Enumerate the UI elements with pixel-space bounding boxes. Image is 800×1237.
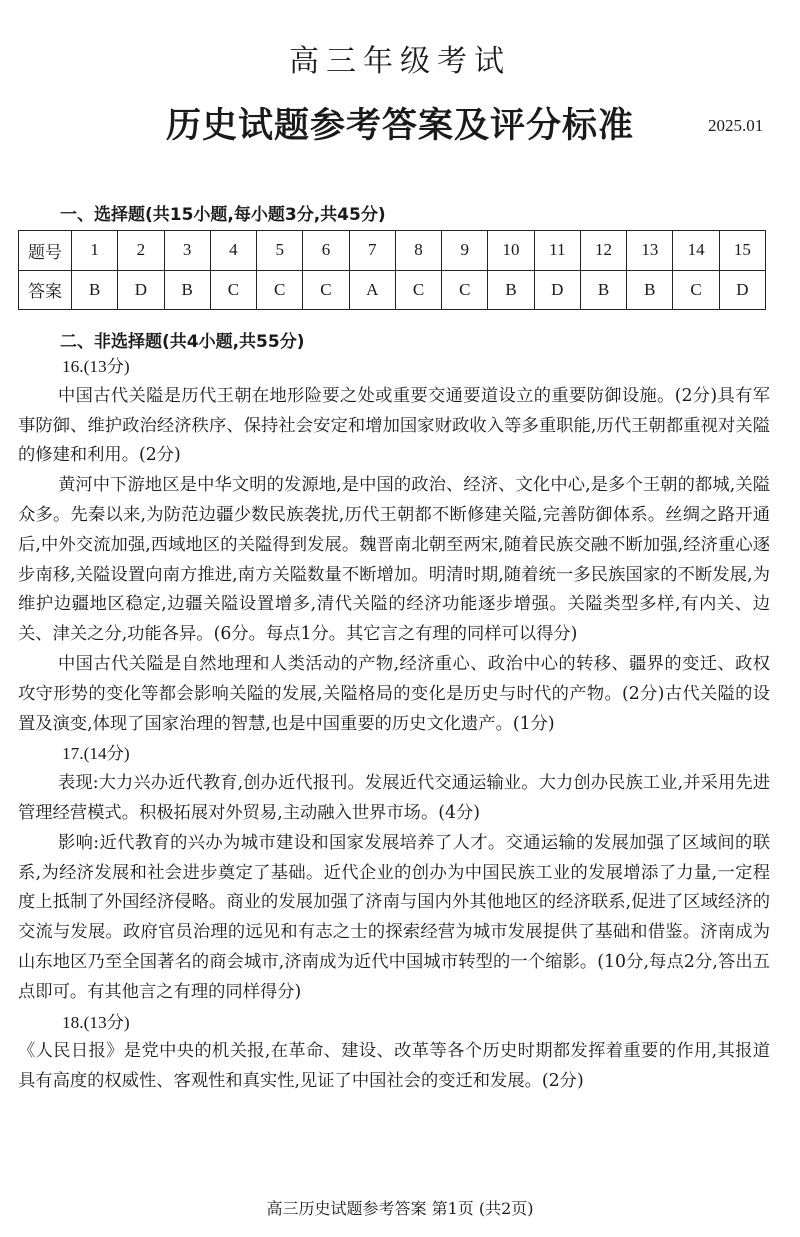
- answer-cell: B: [580, 270, 626, 310]
- answer-cell: B: [488, 270, 534, 310]
- question-number-cell: 14: [673, 231, 719, 271]
- page-footer: 高三历史试题参考答案 第1页 (共2页): [266, 1199, 534, 1218]
- question-number-cell: 4: [210, 231, 256, 271]
- question-number-cell: 1: [72, 231, 118, 271]
- answer-cell: D: [534, 270, 580, 310]
- question-number-cell: 11: [534, 231, 580, 271]
- row-label-answer: 答案: [19, 270, 72, 310]
- question-number-cell: 6: [303, 231, 349, 271]
- answer-cell: D: [118, 270, 164, 310]
- section1-heading: 一、选择题(共15小题,每小题3分,共45分): [60, 205, 386, 225]
- question-number-cell: 9: [442, 231, 488, 271]
- answer-cell: B: [72, 270, 118, 310]
- answer-row: [19, 270, 766, 310]
- answer-cell: B: [627, 270, 673, 310]
- question-number-cell: 7: [349, 231, 395, 271]
- question-18-paragraph-1: 《人民日报》是党中央的机关报,在革命、建设、改革等各个历史时期都发挥着重要的作用,其报道具有高度的权威性、客观性和真实性,见证了中国社会的变迁和发展。(2分): [18, 1041, 770, 1092]
- question-16-number: 16.(13分): [62, 357, 130, 376]
- question-number-row: [19, 231, 766, 271]
- question-number-cell: 15: [719, 231, 765, 271]
- answer-cell: C: [442, 270, 488, 310]
- answer-cell: C: [210, 270, 256, 310]
- question-16-paragraph-3: 中国古代关隘是自然地理和人类活动的产物,经济重心、政治中心的转移、疆界的变迁、政权攻守形势的变化等都会影响关隘的发展,关隘格局的变化是历史与时代的产物。(2分)古代关隘的设置及演变,体现了国家治理的智慧,也是中国重要的历史文化遗产。(1分): [18, 653, 770, 734]
- question-17-number: 17.(14分): [62, 744, 130, 764]
- question-number-cell: 8: [395, 231, 441, 271]
- answer-cell: D: [719, 270, 765, 310]
- question-18-number: 18.(13分): [62, 1012, 130, 1032]
- question-17-paragraph-2: 影响:近代教育的兴办为城市建设和国家发展培养了人才。交通运输的发展加强了区域间的联系,为经济发展和社会进步奠定了基础。近代企业的创办为中国民族工业的发展增添了力量,一定程度上抵制了外国经济侵略。商业的发展加强了济南与国内外其他地区的经济联系,促进了区域经济的交流与发展。政府官员治理的远见和有志之士的探索经营为城市发展提供了基础和借鉴。济南成为山东地区乃至全国著名的商会城市,济南成为近代中国城市转型的一个缩影。(10分,每点2分,答出五点即可。有其他言之有理的同样得分): [18, 832, 770, 1002]
- question-number-cell: 10: [488, 231, 534, 271]
- question-number-cell: 3: [164, 231, 210, 271]
- answer-cell: C: [257, 270, 303, 310]
- question-number-cell: 13: [627, 231, 673, 271]
- answer-cell: C: [395, 270, 441, 310]
- question-16-paragraph-2: 黄河中下游地区是中华文明的发源地,是中国的政治、经济、文化中心,是多个王朝的都城,关隘众多。先秦以来,为防范边疆少数民族袭扰,历代王朝都不断修建关隘,完善防御体系。丝绸之路开通后,中外交流加强,西域地区的关隘得到发展。魏晋南北朝至两宋,随着民族交融不断加强,经济重心逐步南移,关隘设置向南方推进,南方关隘数量不断增加。明清时期,随着统一多民族国家的不断发展,为维护边疆地区稳定,边疆关隘设置增多,清代关隘的经济功能逐步增强。关隘类型多样,有内关、边关、津关之分,功能各异。(6分。每点1分。其它言之有理的同样可以得分): [18, 475, 770, 645]
- answer-key-table: [18, 230, 766, 310]
- section2-body: [18, 352, 770, 1097]
- document-date: 2025.01: [708, 116, 764, 135]
- answer-cell: B: [164, 270, 210, 310]
- section2-heading: 二、非选择题(共4小题,共55分): [60, 332, 305, 352]
- row-label-number: 题号: [19, 231, 72, 271]
- question-17-paragraph-1: 表现:大力兴办近代教育,创办近代报刊。发展近代交通运输业。大力创办民族工业,并采用先进管理经营模式。积极拓展对外贸易,主动融入世界市场。(4分): [18, 773, 770, 823]
- question-number-cell: 12: [580, 231, 626, 271]
- answer-cell: A: [349, 270, 395, 310]
- question-number-cell: 5: [257, 231, 303, 271]
- exam-title: 高三年级考试: [289, 44, 511, 79]
- answer-cell: C: [673, 270, 719, 310]
- document-title: 历史试题参考答案及评分标准: [165, 105, 634, 146]
- question-number-cell: 2: [118, 231, 164, 271]
- answer-cell: C: [303, 270, 349, 310]
- question-16-paragraph-1: 中国古代关隘是历代王朝在地形险要之处或重要交通要道设立的重要防御设施。(2分)具有军事防御、维护政治经济秩序、保持社会安定和增加国家财政收入等多重职能,历代王朝都重视对关隘的修建和利用。(2分): [18, 385, 770, 466]
